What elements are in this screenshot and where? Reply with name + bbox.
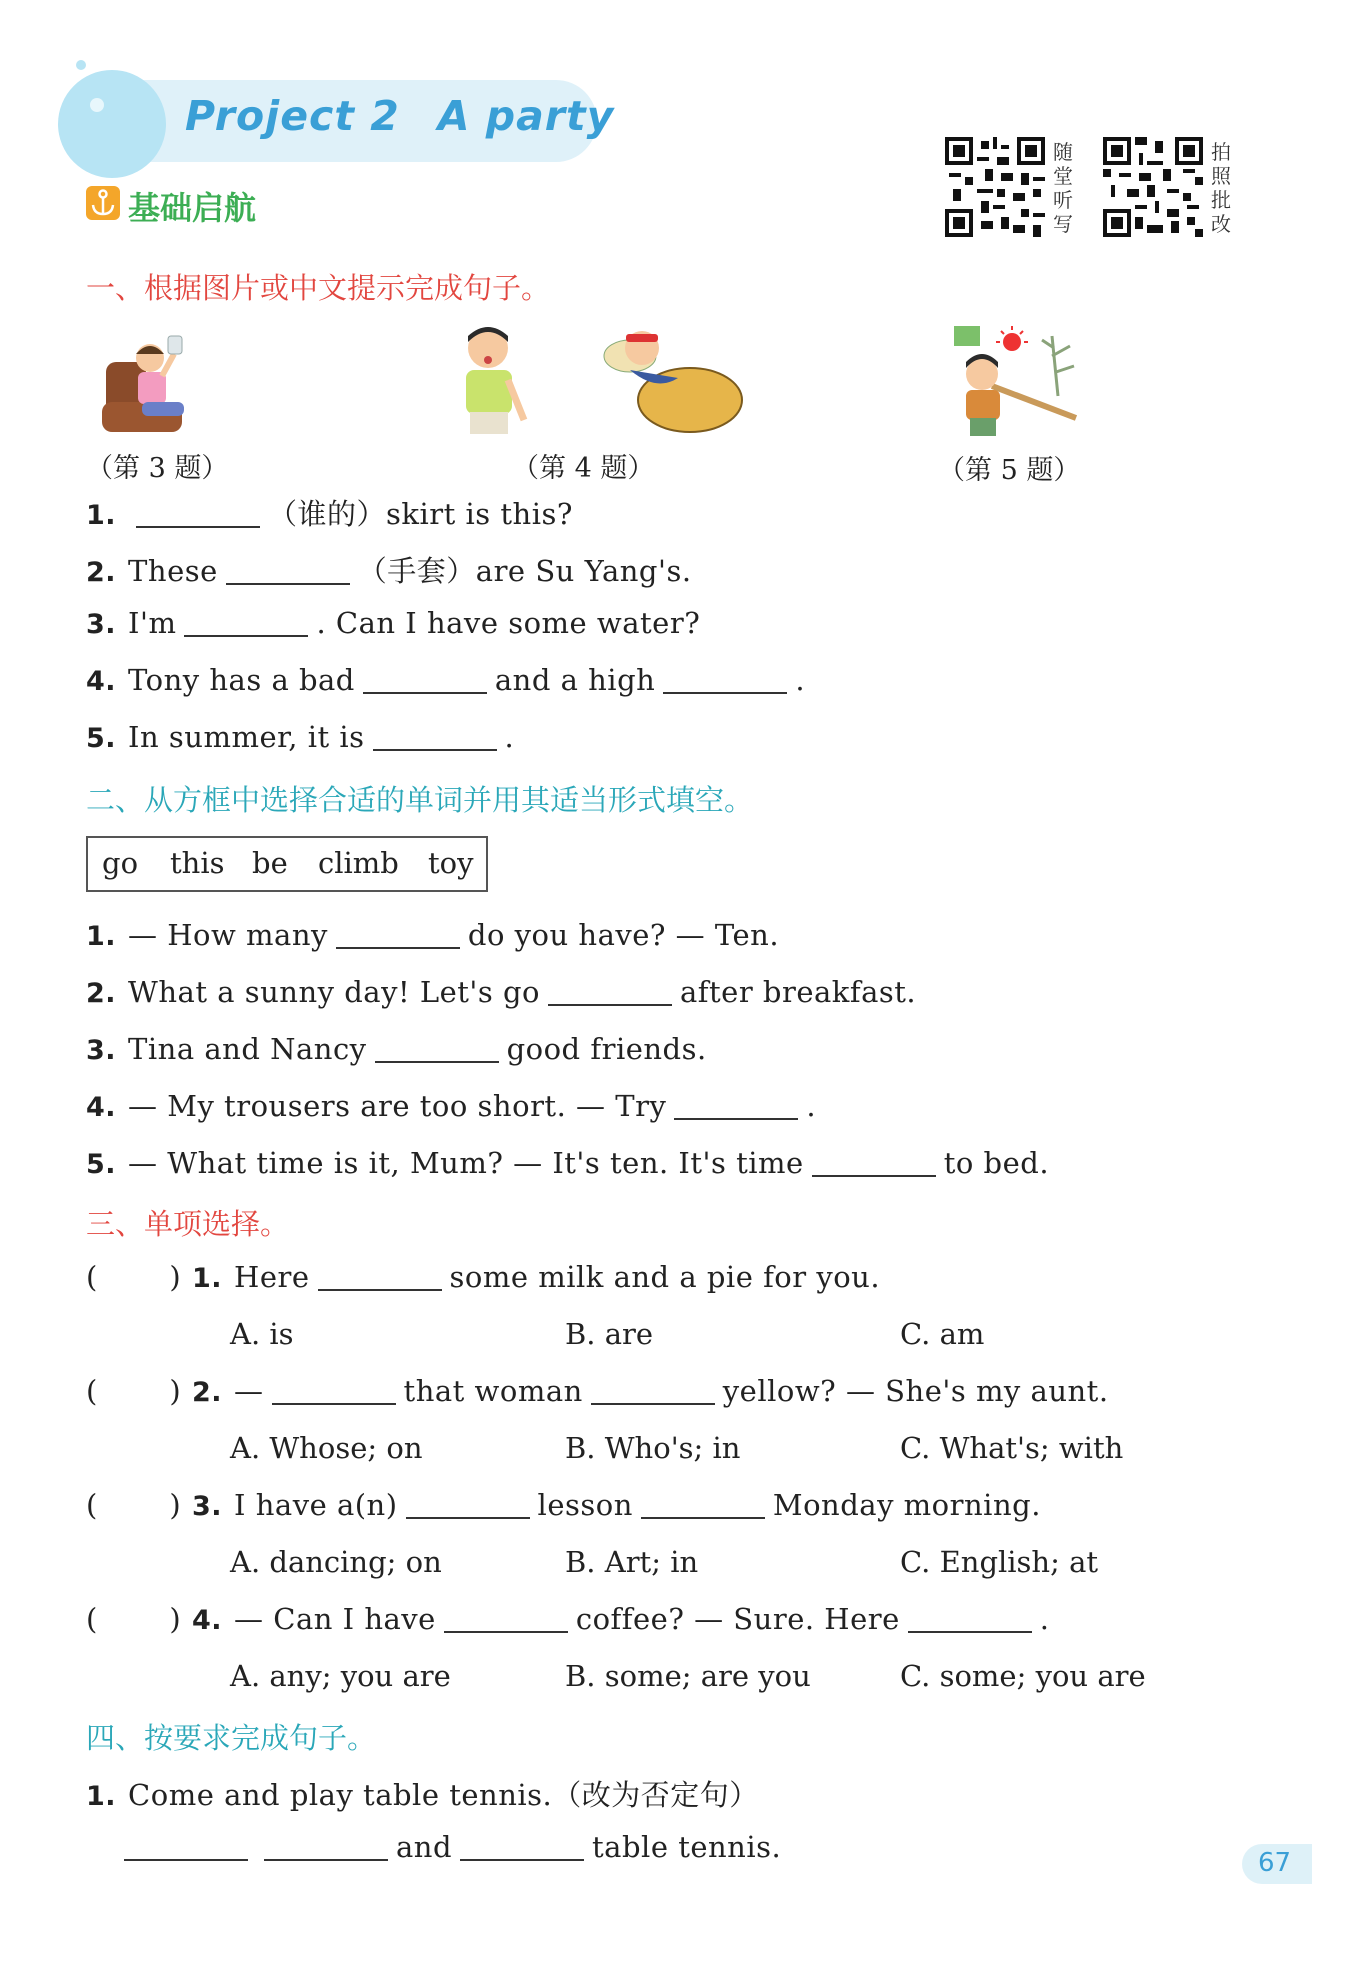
answer-bracket-q2[interactable]: ( )	[86, 1374, 181, 1408]
option-b[interactable]: B. Who's; in	[565, 1431, 741, 1465]
s1-item-3: 3. I'm . Can I have some water?	[86, 606, 701, 640]
boy-with-fever-in-bed-illustration	[600, 322, 744, 440]
word-box	[86, 836, 488, 892]
answer-bracket-q3[interactable]: ( )	[86, 1488, 181, 1522]
section-2-title: 二、从方框中选择合适的单词并用其适当形式填空。	[86, 783, 754, 817]
s4-item-1: 1. Come and play table tennis.（改为否定句）	[86, 1778, 759, 1812]
option-a[interactable]: A. dancing; on	[230, 1545, 442, 1579]
answer-blank[interactable]	[444, 1630, 568, 1633]
word-option: toy	[428, 846, 474, 880]
word-option: go	[102, 846, 139, 880]
option-b[interactable]: B. Art; in	[565, 1545, 699, 1579]
answer-blank[interactable]	[124, 1858, 248, 1861]
s3-question-2: 2. — that woman yellow? — She's my aunt.	[192, 1374, 1109, 1408]
project-label: Project 2	[185, 92, 400, 140]
answer-blank[interactable]	[641, 1516, 765, 1519]
caption-q4: （第 4 题）	[512, 453, 655, 484]
answer-blank[interactable]	[406, 1516, 530, 1519]
answer-blank[interactable]	[674, 1117, 798, 1120]
boy-hot-sunny-day-illustration	[952, 326, 1084, 444]
answer-blank[interactable]	[548, 1003, 672, 1006]
qr-label-photo-grading: 拍 照 批 改	[1211, 140, 1231, 236]
s2-item-1: 1. — How many do you have? — Ten.	[86, 918, 780, 952]
s3-question-4: 4. — Can I have coffee? — Sure. Here .	[192, 1602, 1050, 1636]
s2-item-2: 2. What a sunny day! Let's go after breakfast.	[86, 975, 917, 1009]
anchor-icon	[86, 186, 120, 220]
project-title	[185, 92, 614, 140]
option-b[interactable]: B. are	[565, 1317, 654, 1351]
answer-blank[interactable]	[184, 634, 308, 637]
word-option: this	[170, 846, 225, 880]
project-name: A party	[437, 92, 615, 140]
answer-blank[interactable]	[363, 691, 487, 694]
banner-antenna	[76, 60, 86, 70]
s2-item-3: 3. Tina and Nancy good friends.	[86, 1032, 707, 1066]
basic-section-title: 基础启航	[128, 189, 257, 227]
option-a[interactable]: A. any; you are	[230, 1659, 451, 1693]
s2-item-4: 4. — My trousers are too short. — Try .	[86, 1089, 817, 1123]
answer-blank[interactable]	[318, 1288, 442, 1291]
answer-blank[interactable]	[226, 582, 350, 585]
answer-blank[interactable]	[272, 1402, 396, 1405]
word-option: be	[252, 846, 288, 880]
page-number: 67	[1258, 1848, 1292, 1878]
option-c[interactable]: C. some; you are	[900, 1659, 1146, 1693]
answer-bracket-q4[interactable]: ( )	[86, 1602, 181, 1636]
s2-item-5: 5. — What time is it, Mum? — It's ten. It's time to bed.	[86, 1146, 1050, 1180]
qr-label-dictation: 随 堂 听 写	[1053, 140, 1073, 236]
answer-blank[interactable]	[591, 1402, 715, 1405]
option-b[interactable]: B. some; are you	[565, 1659, 811, 1693]
page-number-tab	[1242, 1844, 1312, 1884]
s1-item-4: 4. Tony has a bad and a high .	[86, 663, 806, 697]
word-option: climb	[318, 846, 399, 880]
caption-q5: （第 5 题）	[938, 455, 1081, 486]
s1-item-1: 1. （谁的）skirt is this?	[86, 497, 573, 531]
answer-blank[interactable]	[663, 691, 787, 694]
answer-blank[interactable]	[336, 946, 460, 949]
section-4-title: 四、按要求完成句子。	[86, 1721, 377, 1755]
s1-item-5: 5. In summer, it is .	[86, 720, 515, 754]
boy-coughing-illustration	[448, 322, 548, 442]
caption-q3: （第 3 题）	[86, 453, 229, 484]
section-3-title: 三、单项选择。	[86, 1207, 290, 1241]
s1-item-2: 2. These （手套）are Su Yang's.	[86, 554, 692, 588]
option-c[interactable]: C. am	[900, 1317, 985, 1351]
option-c[interactable]: C. English; at	[900, 1545, 1099, 1579]
qr-code-photo-grading-icon[interactable]	[1103, 137, 1203, 237]
section-1-title: 一、根据图片或中文提示完成句子。	[86, 271, 551, 305]
option-a[interactable]: A. is	[230, 1317, 294, 1351]
answer-blank[interactable]	[375, 1060, 499, 1063]
answer-blank[interactable]	[812, 1174, 936, 1177]
s3-question-1: 1. Here some milk and a pie for you.	[192, 1260, 881, 1294]
answer-bracket-q1[interactable]: ( )	[86, 1260, 181, 1294]
banner-mascot-ball	[58, 70, 166, 178]
answer-blank[interactable]	[908, 1630, 1032, 1633]
s3-question-3: 3. I have a(n) lesson Monday morning.	[192, 1488, 1041, 1522]
s4-item-1-answer-line: and table tennis.	[116, 1830, 781, 1864]
answer-blank[interactable]	[460, 1858, 584, 1861]
answer-blank[interactable]	[373, 748, 497, 751]
answer-blank[interactable]	[264, 1858, 388, 1861]
girl-on-sofa-thirsty-illustration	[98, 332, 216, 440]
option-a[interactable]: A. Whose; on	[230, 1431, 423, 1465]
qr-code-dictation-icon[interactable]	[945, 137, 1045, 237]
answer-blank[interactable]	[136, 525, 260, 528]
option-c[interactable]: C. What's; with	[900, 1431, 1124, 1465]
